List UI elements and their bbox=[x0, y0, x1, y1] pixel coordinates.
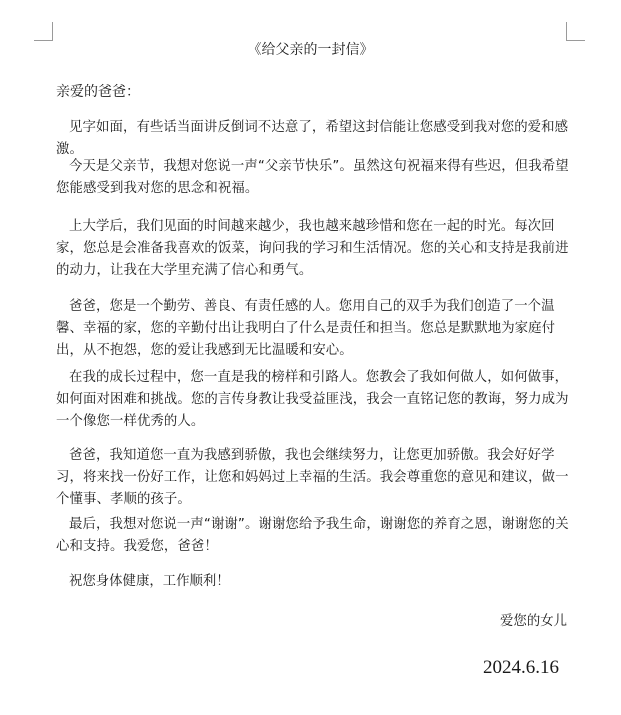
letter-title: 《给父亲的一封信》 bbox=[247, 42, 374, 58]
paragraph-2: 今天是父亲节，我想对您说一声“父亲节快乐”。虽然这句祝福来得有些迟，但我希望您能感受到我对您的思念和祝福。 bbox=[56, 159, 569, 196]
salutation: 亲爱的爸爸： bbox=[56, 84, 140, 100]
crop-mark-top-left bbox=[34, 22, 53, 41]
signature: 爱您的女儿 bbox=[500, 614, 567, 629]
letter-date: 2024.6.16 bbox=[483, 657, 559, 678]
paragraph-3: 上大学后，我们见面的时间越来越少，我也越来越珍惜和您在一起的时光。每次回家，您总是会准备我喜欢的饭菜，询问我的学习和生活情况。您的关心和支持是我前进的动力，让我在大学里充满了信心和勇气。 bbox=[56, 219, 569, 278]
crop-mark-top-right bbox=[566, 22, 585, 41]
paragraph-6: 爸爸，我知道您一直为我感到骄傲，我也会继续努力，让您更加骄傲。我会好好学习，将来找一份好工作，让您和妈妈过上幸福的生活。我会尊重您的意见和建议，做一个懂事、孝顺的孩子。 bbox=[56, 448, 569, 507]
closing-wishes: 祝您身体健康，工作顺利！ bbox=[69, 574, 230, 589]
paragraph-7: 最后，我想对您说一声“谢谢”。谢谢您给予我生命，谢谢您的养育之恩，谢谢您的关心和支持。我爱您，爸爸！ bbox=[56, 517, 569, 554]
paragraph-5: 在我的成长过程中，您一直是我的榜样和引路人。您教会了我如何做人，如何做事，如何面对困难和挑战。您的言传身教让我受益匪浅，我会一直铭记您的教诲，努力成为一个像您一样优秀的人。 bbox=[56, 370, 569, 429]
paragraph-4: 爸爸，您是一个勤劳、善良、有责任感的人。您用自己的双手为我们创造了一个温馨、幸福的家，您的辛勤付出让我明白了什么是责任和担当。您总是默默地为家庭付出，从不抱怨，您的爱让我感到无比温暖和安心。 bbox=[56, 299, 556, 358]
paragraph-1: 见字如面，有些话当面讲反倒词不达意了，希望这封信能让您感受到我对您的爱和感激。 bbox=[56, 120, 569, 157]
